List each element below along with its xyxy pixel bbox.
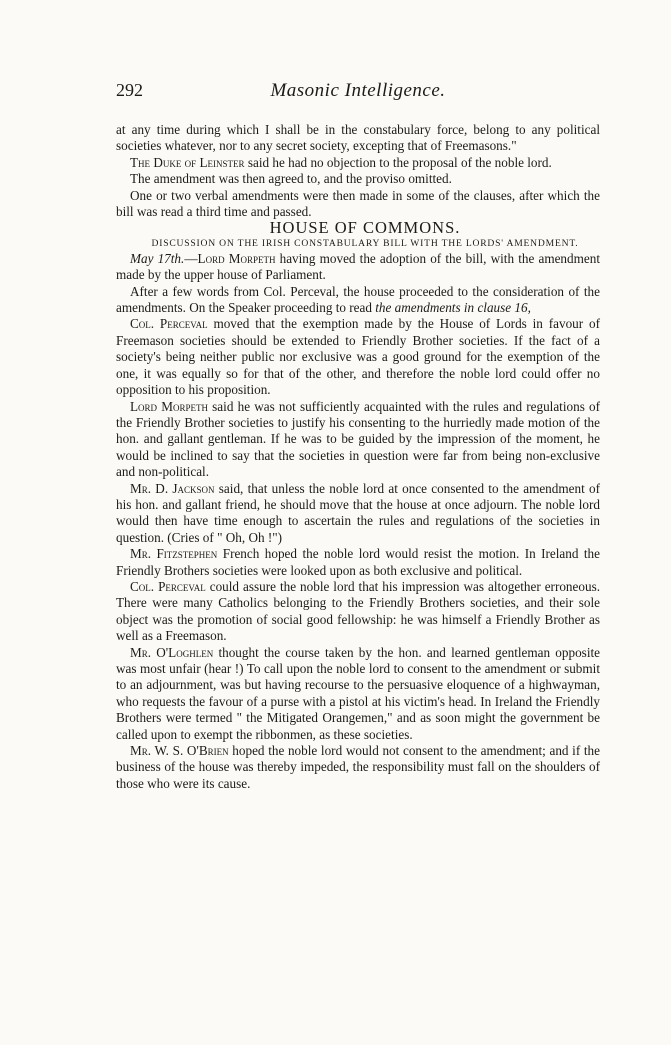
paragraph-text: thought the course taken by the hon. and learned gentleman opposite was most unfair (hear !) To call upon the noble lord to consent to the amendment or submit to an adjournment, was but having recourse to the persuasive eloquence of a highwayman, who requests the favour of a purse with a pistol at his victim's head. In Ireland the Friendly Brothers were termed " the Mitigated Orangemen," and as soon might the government be called upon to exempt the ribbonmen, as these societies.: [116, 644, 600, 742]
paragraph-text: said he was not sufficiently acquainted with the rules and regulations of the Friendly Brother societies to justify his consenting to the hurriedly made motion of the hon. and gallant gentleman. If he was to be guided by the impression of the moment, he would be inclined to say that the societies in question were far from being non-exclusive and non-political.: [116, 398, 600, 480]
commons-paragraph-5: [116, 481, 600, 547]
section-title: HOUSE OF COMMONS.: [269, 218, 461, 238]
italic-text: the amendments in clause 16,: [375, 300, 531, 316]
section-subheading: DISCUSSION ON THE IRISH CONSTABULARY BILL WITH THE LORDS' AMENDMENT.: [151, 237, 579, 249]
commons-paragraph-4: [116, 399, 600, 481]
paragraph-text: said, that unless the noble lord at once consented to the amendment of his hon. and gallant friend, he should move that the house at once adjourn. The noble lord would then have time enough to ascertain the rules and regulations of the societies in question. (Cries of " Oh, Oh !"): [116, 480, 600, 545]
paragraph-text: could assure the noble lord that his impression was altogether erroneous. There were many Catholics belonging to the Friendly Brothers societies, and their sole object was the promotion of social good fellowship: he was himself a Friendly Brother as well as a Freemason.: [116, 578, 600, 644]
page-number: 292: [116, 80, 143, 100]
speaker-name: Lord Morpeth: [197, 250, 276, 266]
paragraph-text: said he had no objection to the proposal of the noble lord.: [244, 154, 552, 170]
lords-paragraph-2: [116, 155, 600, 171]
lords-paragraph-1: at any time during which I shall be in the constabulary force, belong to any political societies whatever, nor to any secret society, excepting that of Freemasons.": [116, 122, 600, 154]
paragraph-text: After a few words from Col. Perceval, the house proceeded to the consideration of the amendments. On the Speaker proceeding to read: [116, 283, 600, 316]
speaker-name: Col. Perceval: [130, 578, 206, 594]
speaker-name: The Duke of Leinster: [130, 154, 245, 170]
commons-paragraph-3: [116, 316, 600, 398]
paragraph-text: hoped the noble lord would not consent to the amendment; and if the business of the house was thereby impeded, the responsibility must fall on the shoulders of those who were its cause.: [116, 743, 600, 791]
speaker-name: Mr. W. S. O'Brien: [130, 743, 229, 759]
paragraph-text: moved that the exemption made by the House of Lords in favour of Freemason societies should be extended to Friendly Brother societies. If the fact of a society's being neither public nor exclusive was a good ground for the exemption of the one, it was equally so for that of the other, and therefore the noble lord could offer no opposition to his proposition.: [116, 316, 600, 398]
lords-paragraph-4: One or two verbal amendments were then made in some of the clauses, after which the bill was read a third time and passed.: [116, 187, 600, 220]
em-dash: —: [184, 250, 198, 266]
speaker-name: Mr. O'Loghlen: [130, 644, 214, 660]
paragraph-text: French hoped the noble lord would resist the motion. In Ireland the Friendly Brothers societies were looked upon as both exclusive and political.: [116, 546, 600, 578]
running-title: Masonic Intelligence.: [270, 80, 446, 101]
lords-paragraph-3: The amendment was then agreed to, and the proviso omitted.: [130, 171, 452, 187]
commons-paragraph-9: [116, 743, 600, 792]
commons-paragraph-8: [116, 645, 600, 743]
speaker-name: Mr. D. Jackson: [130, 480, 215, 496]
paragraph-text: having moved the adoption of the bill, with the amendment made by the upper house of Parliament.: [116, 250, 600, 283]
commons-paragraph-6: [116, 546, 600, 579]
page-header: [116, 80, 600, 104]
commons-paragraph-1: [116, 251, 600, 284]
page-body: [116, 122, 600, 792]
commons-paragraph-2: [116, 284, 600, 317]
speaker-name: Col. Perceval: [130, 316, 208, 332]
date-label: May 17th.: [130, 250, 185, 266]
speaker-name: Lord Morpeth: [130, 398, 208, 414]
speaker-name: Mr. Fitzstephen: [130, 546, 218, 562]
commons-paragraph-7: [116, 579, 600, 645]
